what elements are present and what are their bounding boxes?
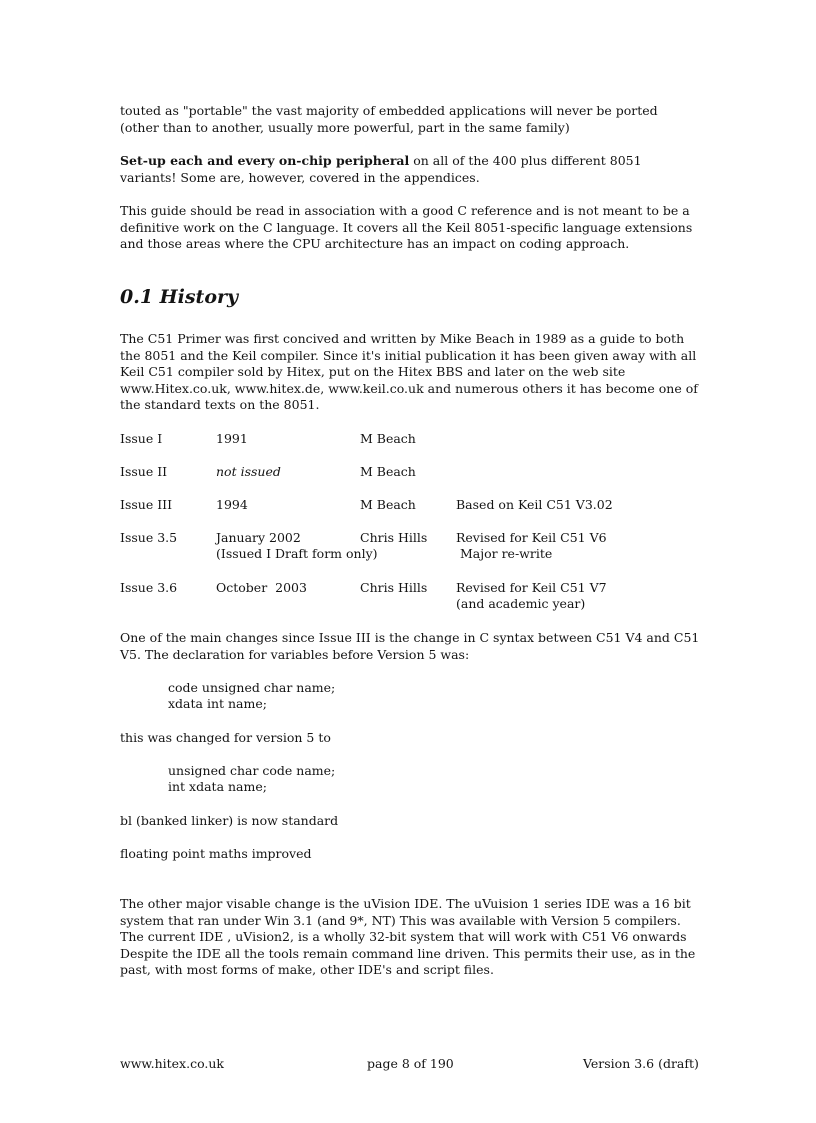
peripheral-rest-text: on all of the 400 plus different 8051 variants! Some are, however, covered in the appendices. [120,153,642,185]
issue-name: Issue 3.5 [120,530,178,545]
issue-note: Revised for Keil C51 V6 [456,530,607,545]
issue-author: Chris Hills [360,580,428,595]
intro-paragraph-peripheral [120,153,700,186]
history-paragraph: The C51 Primer was first concived and written by Mike Beach in 1989 as a guide to both the 8051 and the Keil compiler. Since it's initial publication it has been given away with all Keil C51 compiler sold by Hitex, put on the Hitex BBS and later on the web site www.Hitex.co.uk, www.hitex.de, www.keil.co.uk and numerous others it has become one of the standard texts on the 8051. [120,331,698,412]
issue-note-detail: Major re-write [456,546,553,561]
syntax-change-paragraph: One of the main changes since Issue III is the change in C syntax between C51 V4 and C51 V5. The declaration for variables before Version 5 was: [120,630,700,662]
code-line: int xdata name; [168,779,267,794]
issue-name: Issue I [120,431,163,446]
issue-name: Issue II [120,464,168,479]
issue-date: not issued [216,464,281,479]
issue-note: Based on Keil C51 V3.02 [456,497,613,512]
issue-date: January 2002 [216,530,301,545]
floating-point-text: floating point maths improved [120,846,312,861]
issue-note: Revised for Keil C51 V7 [456,580,607,595]
intro-paragraph-reference: This guide should be read in association with a good C reference and is not meant to be a definitive work on the C language. It covers all the Keil 8051-specific language extensions and those areas where the CPU architecture has an impact on coding approach. [120,203,693,251]
code-line: xdata int name; [168,696,267,711]
issue-author: M Beach [360,431,416,446]
footer-website: www.hitex.co.uk [120,1056,224,1071]
banked-linker-text: bl (banked linker) is now standard [120,813,339,828]
intro-paragraph-portable: touted as "portable" the vast majority of embedded applications will never be ported (other than to another, usually more powerful, part in the same family) [120,103,658,135]
footer-version: Version 3.6 (draft) [583,1056,699,1071]
issue-note-detail: (and academic year) [456,596,586,611]
section-heading-history: 0.1 History [120,286,239,308]
issue-author: M Beach [360,497,416,512]
issue-name: Issue 3.6 [120,580,178,595]
issue-date-detail: (Issued I Draft form only) [216,546,378,561]
version5-change-text: this was changed for version 5 to [120,730,331,745]
issue-name: Issue III [120,497,173,512]
issue-date: 1991 [216,431,248,446]
issue-author: M Beach [360,464,416,479]
issue-date: October 2003 [216,580,307,595]
uvision-paragraph: The other major visable change is the uVision IDE. The uVuision 1 series IDE was a 16 bit system that ran under Win 3.1 (and 9*, NT) This was available with Version 5 compilers. The current IDE , uVision2, is a wholly 32-bit system that will work with C51 V6 onwards Despite the IDE all the tools remain command line driven. This permits their use, as in the past, with most forms of make, other IDE's and script files. [120,896,696,977]
code-line: code unsigned char name; [168,680,336,695]
footer-page-number: page 8 of 190 [367,1056,454,1071]
code-line: unsigned char code name; [168,763,336,778]
peripheral-bold-text: Set-up each and every on-chip peripheral [120,153,410,168]
issue-date: 1994 [216,497,248,512]
issue-author: Chris Hills [360,530,428,545]
